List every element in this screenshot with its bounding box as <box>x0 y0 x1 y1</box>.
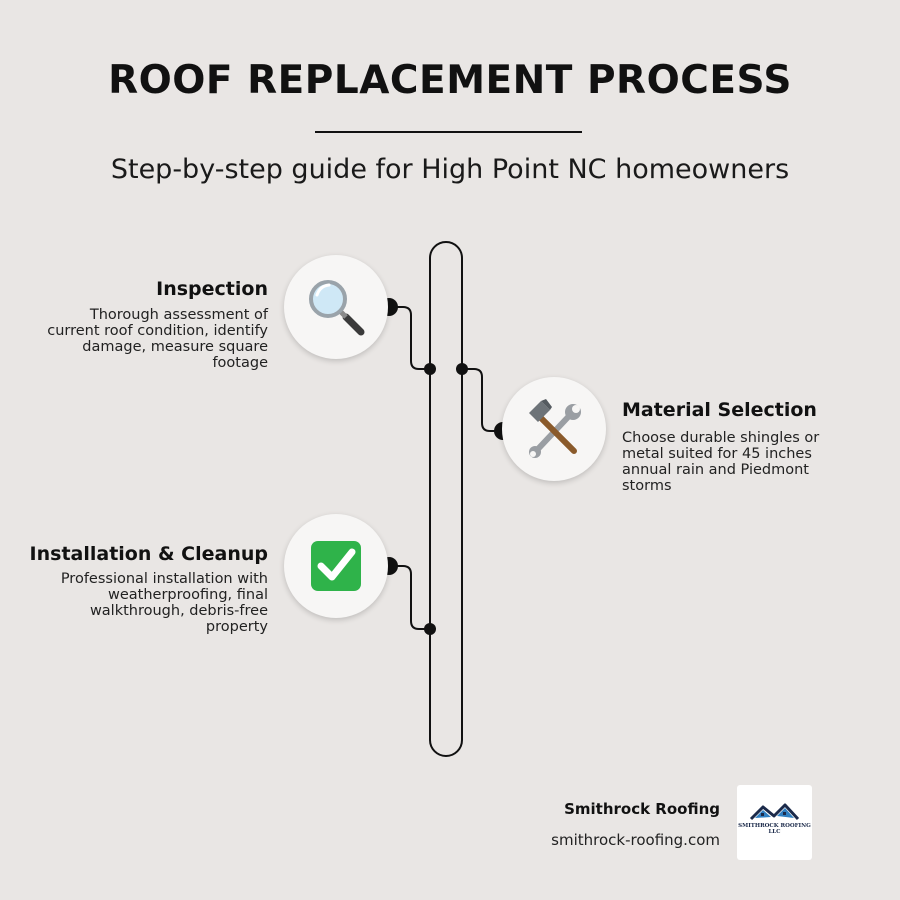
junction-dot-inspection <box>424 363 436 375</box>
installation-icon-circle <box>284 514 388 618</box>
logo-text: SMITHROCK ROOFING LLC <box>738 823 811 835</box>
magnifying-glass-icon <box>284 255 388 359</box>
step-desc-installation: Professional installation with weatherproofing, final walkthrough, debris-free property <box>60 571 268 635</box>
step-desc-material: Choose durable shingles or metal suited for 45 inches annual rain and Piedmont storms <box>622 430 820 494</box>
check-mark-icon <box>284 514 388 618</box>
timeline-track <box>430 242 462 756</box>
brand-url[interactable]: smithrock-roofing.com <box>551 831 720 849</box>
junction-dot-material <box>456 363 468 375</box>
connector-installation <box>389 566 430 629</box>
step-title-installation: Installation & Cleanup <box>29 543 268 565</box>
connector-material <box>462 369 503 431</box>
step-title-inspection: Inspection <box>156 278 268 300</box>
step-title-material: Material Selection <box>622 399 817 421</box>
page-title: ROOF REPLACEMENT PROCESS <box>108 58 792 103</box>
inspection-icon-circle <box>284 255 388 359</box>
page-subtitle: Step-by-step guide for High Point NC homeowners <box>110 154 790 185</box>
step-desc-inspection: Thorough assessment of current roof condition, identify damage, measure square footage <box>47 307 268 371</box>
junction-dot-installation <box>424 623 436 635</box>
connector-inspection <box>389 307 430 369</box>
brand-logo <box>737 785 812 860</box>
brand-name: Smithrock Roofing <box>564 800 720 818</box>
hammer-and-wrench-icon <box>502 377 606 481</box>
material-icon-circle <box>502 377 606 481</box>
